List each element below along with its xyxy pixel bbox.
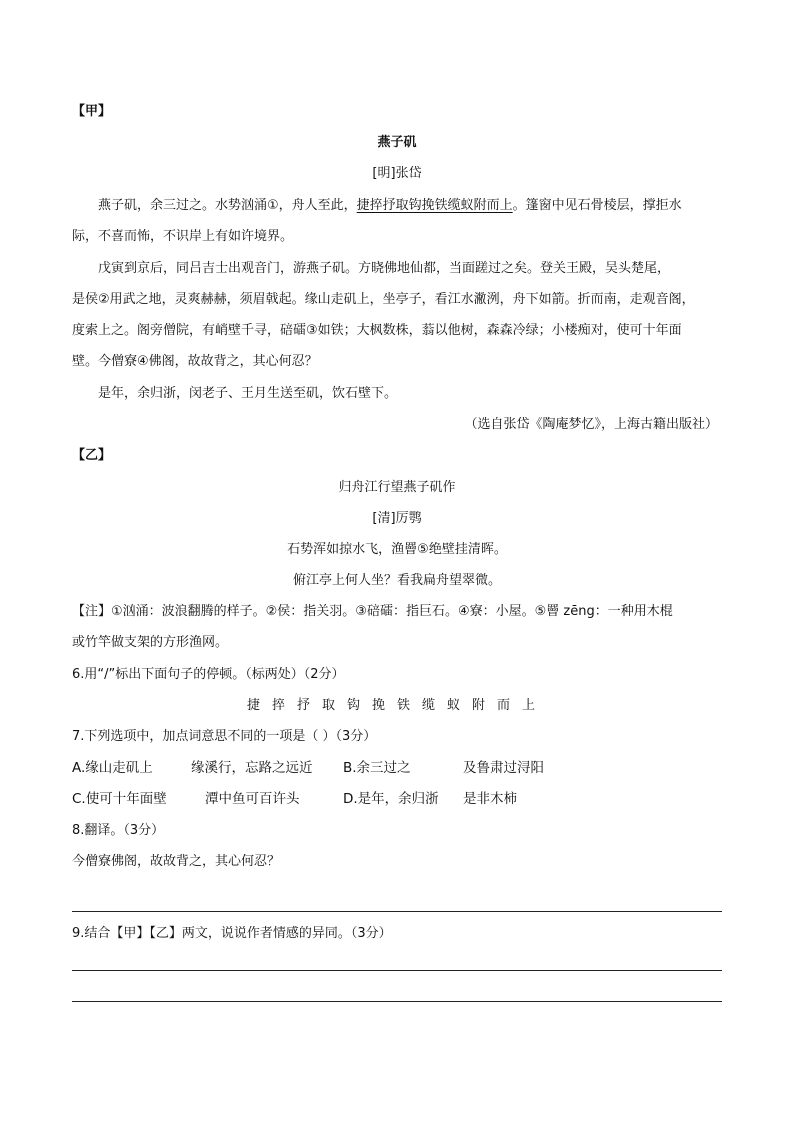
answer-line[interactable]	[72, 911, 722, 912]
option-c-compare: 潭中鱼可百许头	[205, 791, 300, 807]
poem-title: 归舟江行望燕子矶作	[338, 480, 456, 495]
option-d-compare: 是非木柿	[463, 791, 517, 807]
option-a-word: A.缘山走矶上	[72, 760, 153, 776]
passage-a-author: [明]张岱	[372, 166, 422, 181]
passage-a-paragraph-3: 是年，余归浙，闵老子、王月生送至矶，饮石壁下。	[98, 386, 398, 401]
poem-author: [清]厉鹗	[372, 511, 422, 526]
answer-line[interactable]	[72, 970, 722, 971]
option-b-compare: 及鲁肃过浔阳	[463, 760, 544, 776]
option-c-word: C.使可十年面壁	[72, 791, 167, 807]
question-6-prompt: 6.用“/”标出下面句子的停顿。（标两处）（2分）	[72, 667, 345, 682]
passage-a-paragraph-1-line-1	[98, 197, 682, 215]
question-6-sentence: 捷捽抒取钩挽铁缆蚁附而上	[246, 698, 547, 713]
question-8-prompt: 8.翻译。（3分）	[72, 823, 165, 838]
answer-line[interactable]	[72, 1001, 722, 1002]
passage-a-paragraph-2-line-2: 是侯②用武之地，灵爽赫赫，须眉戟起。缘山走矶上，坐亭子，看江水潎洌，舟下如箭。折而南，走观音阁，	[72, 292, 695, 307]
passage-a-paragraph-2-line-3: 度索上之。阁旁僧院，有峭壁千寻，碚礌③如铁；大枫数株，蓊以他树，森森冷绿；小楼痴对，使可十年面	[72, 323, 682, 338]
text-fragment: 。篷窗中见石骨棱层，撑拒水	[512, 198, 682, 213]
question-9-prompt: 9.结合【甲】【乙】两文，说说作者情感的异同。（3分）	[72, 926, 392, 941]
text-fragment: 燕子矶，余三过之。水势汹涌①，舟人至此，	[98, 198, 357, 213]
notes-line-1: 【注】①汹涌：波浪翻腾的样子。②侯：指关羽。③碚礌：指巨石。④寮：小屋。⑤罾 zēng：一种用木棍	[72, 604, 673, 619]
option-d-word: D.是年，余归浙	[343, 791, 439, 807]
passage-a-source: （选自张岱《陶庵梦忆》，上海古籍出版社）	[464, 417, 718, 432]
section-label-b: 【乙】	[72, 448, 112, 463]
passage-a-paragraph-2-line-1: 戊寅到京后，同吕吉士出观音门，游燕子矶。方晓佛地仙都，当面蹉过之矣。登关王殿，吴头楚尾，	[98, 261, 671, 276]
question-8-sentence: 今僧寮佛阁，故故背之，其心何忍？	[72, 854, 281, 869]
question-7-prompt: 7.下列选项中，加点词意思不同的一项是（ ）（3分）	[72, 729, 377, 744]
section-label-a: 【甲】	[72, 104, 112, 119]
poem-line-2: 俯江亭上何人坐？看我扁舟望翠微。	[292, 573, 501, 588]
poem-line-1: 石势浑如掠水飞，渔罾⑤绝壁挂清晖。	[287, 542, 507, 557]
passage-a-title: 燕子矶	[377, 135, 417, 150]
option-b-word: B.余三过之	[343, 760, 411, 776]
passage-a-paragraph-1-line-2: 际，不喜而怖，不识岸上有如许境界。	[72, 229, 294, 244]
underlined-sentence: 捷捽抒取钩挽铁缆蚁附而上	[356, 198, 513, 213]
passage-a-paragraph-2-line-4: 壁。今僧寮④佛阁，故故背之，其心何忍？	[72, 354, 318, 369]
notes-line-2: 或竹竿做支架的方形渔网。	[72, 635, 229, 650]
option-a-compare: 缘溪行，忘路之远近	[191, 760, 313, 776]
